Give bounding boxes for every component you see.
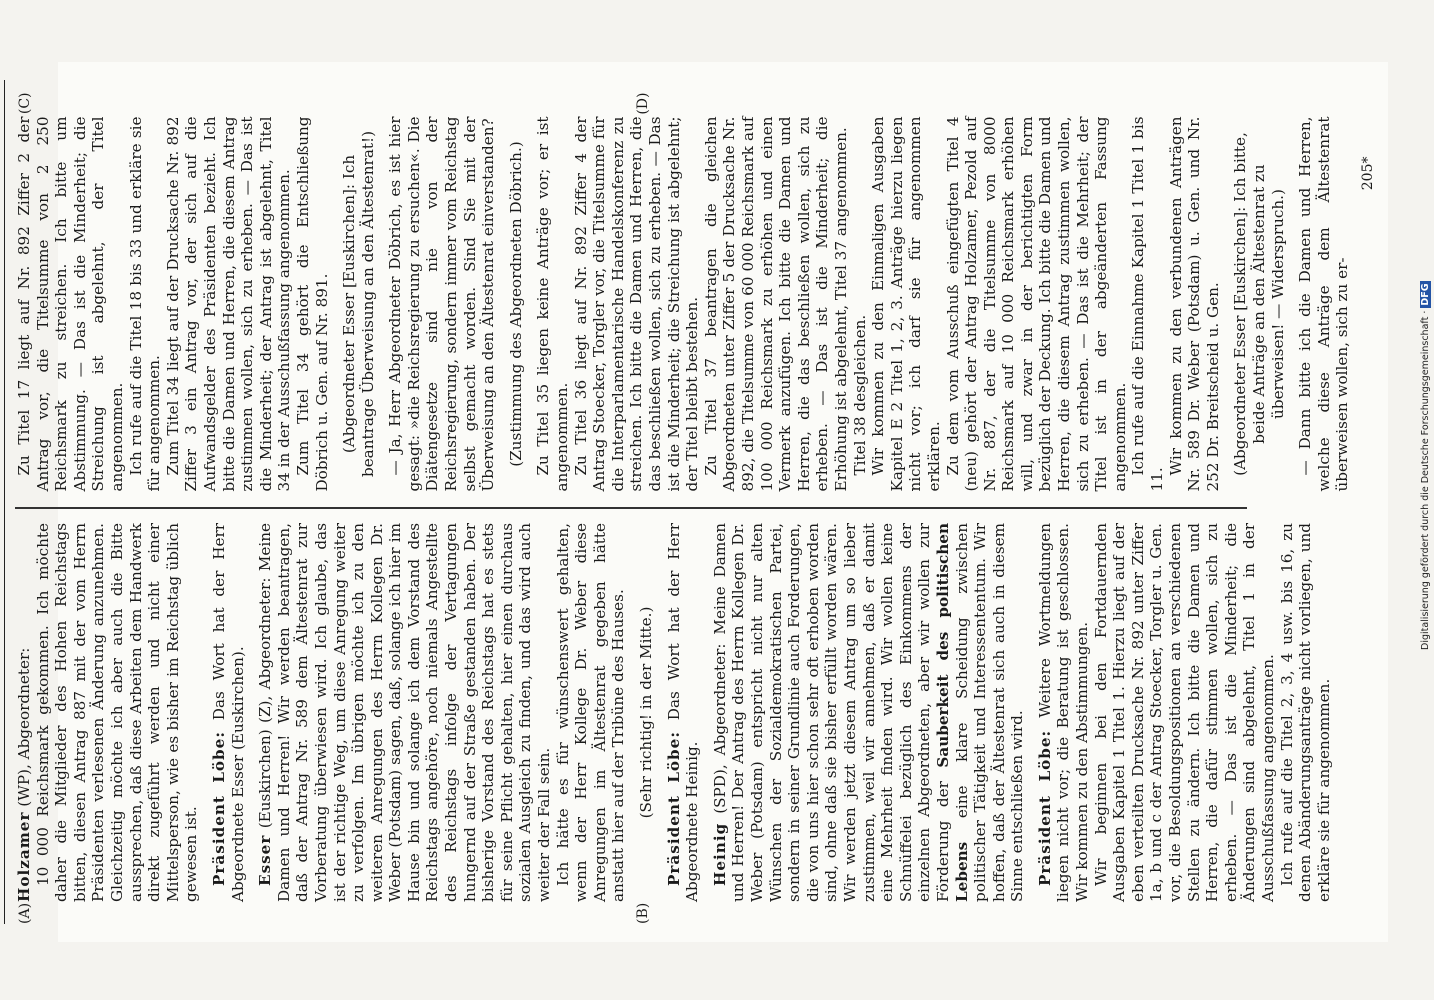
rotated-document-page [0,62,1376,942]
interjection: (Sehr richtig! in der Mitte.) [637,606,655,819]
paragraph: — Dann bitte ich die Damen und Herren, welche diese Anträge dem Ältestenrat überweisen wollen, sich zu er- [1296,116,1352,492]
paragraph: Zum Titel 34 gehört die Entschließung Döbrich u. Gen. auf Nr. 891. [293,116,331,492]
marker-a: (A) [17,902,33,924]
funding-note [1420,281,1431,650]
marker-c: (C) [17,92,33,115]
speaker-name: Präsident Löbe: [1035,729,1054,886]
paragraph: Zu Titel 37 beantragen die gleichen Abgeordneten unter Ziffer 5 der Drucksache Nr. 892, die Titelsumme von 60 000 Reichsmark auf 100 000 Reichsmark zu erhöhen und einen Vermerk anzufügen. Ich bitte die Damen und Herren, die das beschließen wollen, sich zu erheben. — Das ist die Minderheit; die Erhöhung ist abgelehnt, Titel 37 angenommen. [701,116,850,492]
speaker-name: Präsident Löbe: [209,731,228,886]
paragraph: Titel 38 desgleichen. [850,314,869,476]
page-header [0,80,5,924]
speaker-paragraph: Präsident Löbe: Das Wort hat der Herr Abgeordnete Heinig. [664,523,702,902]
paragraph: — Ja, Herr Abgeordneter Döbrich, es ist hier gesagt: »die Reichsregierung zu ersuchen«. Die Diätengesetze sind nie von der Reichsregierung, sondern immer vom Reichstag selbst gemacht worden. Sind Sie mit der Überweisung an den Ältestenrat einverstanden? [386,116,498,492]
speaker-name: Holzamer [15,811,33,902]
speaker-line: Holzamer (WP), Abgeordneter: [15,647,33,902]
interjection: (Zustimmung des Abgeordneten Döbrich.) [506,141,525,467]
marker-d: (D) [635,92,651,115]
paragraph: Wir beginnen bei den Fortdauernden Ausgaben Kapitel 1 Titel 1. Hierzu liegt auf der eben verteilten Drucksache Nr. 892 unter Ziffer 1a, b und c der Antrag Stoecker, Torgler u. Gen. vor, die Besoldungspositionen an verschiedenen Stellen zu ändern. Ich bitte die Damen und Herren, die dafür stimmen wollen, sich zu erheben. — Das ist die Minderheit; die Änderungen sind abgelehnt, Titel 1 in der Ausschußfassung angenommen. [1091,523,1277,902]
paragraph: Wir kommen zu den verbundenen Anträgen Nr. 589 Dr. Weber (Potsdam) u. Gen. und Nr. 252 Dr. Breitscheid u. Gen. [1166,116,1222,492]
paragraph: Zu Titel 36 liegt auf Nr. 892 Ziffer 4 der Antrag Stoecker, Torgler vor, die Titelsumme für die Interparlamentarische Handelskonferenz zu streichen. Ich bitte die Damen und Herren, die das beschließen wollen, sich zu erheben. — Das ist die Minderheit; die Streichung ist abgelehnt; der Titel bleibt bestehen. [571,116,702,492]
paragraph: Zum Titel 34 liegt auf der Drucksache Nr. 892 Ziffer 3 ein Antrag vor, der sich auf die Aufwandsgelder des Präsidenten bezieht. Ich bitte die Damen und Herren, die diesem Antrag zustimmen wollen, sich zu erheben. — Das ist die Minderheit; der Antrag ist abgelehnt, Titel 34 in der Ausschußfassung angenommen. [163,116,294,492]
paragraph: Ich hätte es für wünschenswert gehalten, wenn der Herr Kollege Dr. Weber diese Anregungen im Ältestenrat gegeben hätte anstatt hier auf der Tribüne des Hauses. [553,523,628,902]
signature-mark: 205* [1359,156,1376,191]
right-column [15,92,1376,508]
scanned-page [15,62,1388,942]
speaker-name: Heinig [710,822,729,886]
paragraph: 10 000 Reichsmark gekommen. Ich möchte daher die Mitglieder des Hohen Reichstags bitten, diesen Antrag 887 mit der vom Herrn Präsidenten verlesenen Änderung anzunehmen. Gleichzeitig möchte ich aber auch die Bitte aussprechen, daß diese Arbeiten dem Handwerk direkt zugeführt werden und nicht einer Mittelsperson, wie es bisher im Reichstag üblich gewesen ist. [33,523,201,902]
marker-b: (B) [635,902,651,924]
left-column [15,509,1333,924]
paragraph: Ich rufe auf die Einnahme Kapitel 1 Titel 1 bis 11. [1129,116,1167,492]
paragraph: Wir kommen zu den Einmaligen Ausgaben Kapitel E 2 Titel 1, 2, 3. Anträge hierzu liegen nicht vor; ich darf sie für angenommen erklären. [869,116,943,492]
paragraph: Zu Titel 17 liegt auf Nr. 892 Ziffer 2 der Antrag vor, die Titelsumme von 2 250 Reichsmark zu streichen. Ich bitte um Abstimmung. — Das ist die Minderheit; die Streichung ist abgelehnt, der Titel angenommen. [15,116,126,492]
dfg-logo: DFG [1420,283,1431,306]
emphasis: Sauberkeit des politischen Lebens [933,523,971,902]
funding-text: Digitalisierung gefördert durch die Deutsche Forschungsgemeinschaft · [1420,307,1431,650]
speaker-paragraph: Heinig (SPD), Abgeordneter: Meine Damen und Herren! Der Antrag des Herrn Kollegen Dr. Weber (Potsdam) entspricht nicht nur alten Wünschen der Sozialdemokratischen Partei, sondern in seiner Grundlinie auch Forderungen, die von uns hier schon sehr oft erhoben worden sind, ohne daß sie bisher erfüllt worden wären. Wir werden jetzt diesem Antrag um so lieber zustimmen, weil wir annehmen, daß er damit eine Mehrheit finden wird. Wir wollen keine Schnüffelei bezüglich des Einkommens der einzelnen Abgeordneten, aber wir wollen zur Förderung der Sauberkeit des politischen Lebens eine klare Scheidung zwischen politischer Tätigkeit und Interessententum. Wir hoffen, daß der Ältestenrat sich auch in diesem Sinne entschließen wird. [710,523,1027,902]
speaker-name: Präsident Löbe: [664,731,683,886]
paragraph: Zu dem vom Ausschuß eingefügten Titel 4 (neu) gehört der Antrag Holzamer, Pezold auf Nr. 887, der die Titelsumme von 8000 Reichsmark auf 10 000 Reichsmark erhöhen will, und zwar in der berichtigten Form bezüglich der Deckung. Ich bitte die Damen und Herren, die diesem Antrag zustimmen wollen, sich zu erheben. — Das ist die Mehrheit; der Titel ist in der abgeänderten Fassung angenommen. [943,116,1129,492]
speaker-name: Esser [256,834,275,886]
speaker-paragraph: Präsident Löbe: Weitere Wortmeldungen liegen nicht vor; die Beratung ist geschlossen. Wir kommen zu den Abstimmungen. [1035,523,1092,902]
speaker-paragraph: Esser (Euskirchen) (Z), Abgeordneter: Meine Damen und Herren! Wir werden beantragen, daß der Antrag Nr. 589 dem Ältestenrat zur Vorberatung überwiesen wird. Ich glaube, das ist der richtige Weg, um diese Anregung weiter zu verfolgen. Im übrigen möchte ich zu den weiteren Anregungen des Herrn Kollegen Dr. Weber (Potsdam) sagen, daß, solange ich hier im Hause bin und solange ich dem Vorstand des Reichstags angehöre, noch niemals Angestellte des Reichstags infolge der Vertagungen hungernd auf der Straße gestanden haben. Der bisherige Vorstand des Reichstags hat es stets für seine Pflicht gehalten, hier einen durchaus sozialen Ausgleich zu finden, und das wird auch weiter der Fall sein. [256,523,554,902]
speaker-paragraph: Präsident Löbe: Das Wort hat der Herr Abgeordnete Esser (Euskirchen). [209,523,247,902]
interjection: (Abgeordneter Esser [Euskirchen]: Ich bitte, beide Anträge an den Ältestenrat zu überweisen! — Widerspruch.) [1231,132,1287,476]
paragraph: Zu Titel 35 liegen keine Anträge vor; er ist angenommen. [534,116,572,492]
interjection: (Abgeordneter Esser [Euskirchen]: Ich beantrage Überweisung an den Ältestenrat!) [340,130,377,478]
paragraph: Ich rufe auf die Titel 18 bis 33 und erkläre sie für angenommen. [126,116,164,492]
paragraph: Ich rufe auf die Titel 2, 3, 4 usw. bis 16, zu denen Abänderungsanträge nicht vorliegen, und erkläre sie für angenommen. [1277,523,1333,902]
two-column-body [15,80,1376,924]
